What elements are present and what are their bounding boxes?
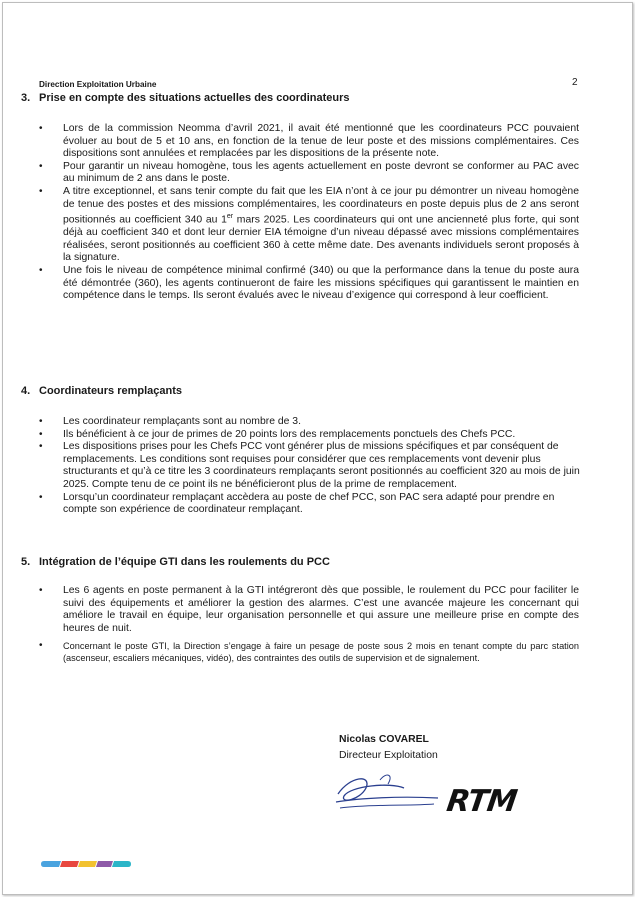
brand-color-bar bbox=[41, 860, 131, 868]
section-heading: Coordinateurs remplaçants bbox=[39, 385, 183, 397]
section-title-5 bbox=[21, 556, 330, 568]
list-item: • Ils bénéficient à ce jour de primes de 20 points lors des remplacements ponctuels des Chefs PCC. bbox=[39, 429, 584, 442]
section-number: 3. bbox=[21, 92, 31, 104]
color-bar-segment-purple bbox=[96, 861, 113, 867]
signatory-title: Directeur Exploitation bbox=[339, 750, 438, 761]
list-item: • Lorsqu’un coordinateur remplaçant accèdera au poste de chef PCC, son PAC sera adapté pour prendre en compte son expérience de coordinateur remplaçant. bbox=[39, 492, 584, 517]
section-title-4 bbox=[21, 385, 182, 397]
handwritten-signature bbox=[330, 768, 445, 818]
list-item: • A titre exceptionnel, et sans tenir compte du fait que les EIA n’ont à ce jour pu démontrer un niveau homogène de tenue des postes et des missions complémentaires, les coordinateurs en poste depuis plus de 2 ans seront positionnés au coefficient 340 au 1er mars 2025. Les coordinateurs qui ont une ancienneté plus forte, qui sont déjà au coefficient 340 et dont leur dernier EIA témoigne d’un niveau dépassé avec missions complémentaires réalisées, seront positionnés au coefficient 360 à cette même date. Des avenants individuels seront proposés à la signature. bbox=[39, 186, 579, 265]
section-3-list bbox=[39, 123, 579, 303]
section-title-3 bbox=[21, 92, 350, 104]
list-item: • Les dispositions prises pour les Chefs PCC vont générer plus de missions spécifiques et par conséquent de remplacements. Les conditions sont requises pour considérer que ces remplacements vont devenir plus structurants et qu’à ce titre les 3 coordinateurs remplaçants seront positionnés au coefficient 320 au mois de juin 2025. Compte tenu de ce point ils ne bénéficieront plus de la prime de remplacement. bbox=[39, 441, 584, 491]
section-heading: Intégration de l’équipe GTI dans les roulements du PCC bbox=[39, 556, 330, 568]
signatory-name: Nicolas COVAREL bbox=[339, 734, 429, 745]
color-bar-segment-blue bbox=[41, 861, 61, 867]
list-item: • Lors de la commission Neomma d’avril 2021, il avait été mentionné que les coordinateurs PCC pouvaient évoluer au bout de 5 et 10 ans, en fonction de la tenue de leur poste et des missions complémentaires. Ces dispositions sont annulées et remplacées par les dispositions de la présente note. bbox=[39, 123, 579, 161]
color-bar-segment-red bbox=[60, 861, 79, 867]
color-bar-segment-cyan bbox=[112, 861, 131, 867]
section-heading: Prise en compte des situations actuelles des coordinateurs bbox=[39, 92, 350, 104]
rtm-logo: RTM bbox=[444, 784, 519, 819]
section-5-list bbox=[39, 585, 579, 664]
color-bar-segment-yellow bbox=[78, 861, 97, 867]
list-item: • Une fois le niveau de compétence minimal confirmé (340) ou que la performance dans la tenue du poste aura été démontrée (360), les agents continueront de faire les missions spécifiques qui garantissent le maintien en compétence dans le temps. Ils seront évalués avec le niveau d’exigence qui correspond à leur coefficient. bbox=[39, 265, 579, 303]
page-number: 2 bbox=[572, 77, 578, 88]
list-item: • Les coordinateur remplaçants sont au nombre de 3. bbox=[39, 416, 584, 429]
section-4-list bbox=[39, 416, 584, 517]
header-org: Direction Exploitation Urbaine bbox=[39, 80, 157, 89]
section-number: 5. bbox=[21, 556, 31, 568]
list-item: • Les 6 agents en poste permanent à la GTI intégreront dès que possible, le roulement du PCC pour faciliter le suivi des équipements et améliorer la gestion des alarmes. C’est une avancée majeure les concernant qui améliore le travail en équipe, leur organisation personnelle et qui assure une meilleure prise en compte des heures de nuit. bbox=[39, 585, 579, 635]
list-item: • Pour garantir un niveau homogène, tous les agents actuellement en poste devront se conformer au PAC avec au minimum de 2 ans dans le poste. bbox=[39, 161, 579, 186]
list-item: • Concernant le poste GTI, la Direction s’engage à faire un pesage de poste sous 2 mois en tenant compte du parc station (ascenseur, escaliers mécaniques, vidéo), des contraintes des outils de supervision et de signalement. bbox=[39, 640, 579, 664]
section-number: 4. bbox=[21, 385, 31, 397]
